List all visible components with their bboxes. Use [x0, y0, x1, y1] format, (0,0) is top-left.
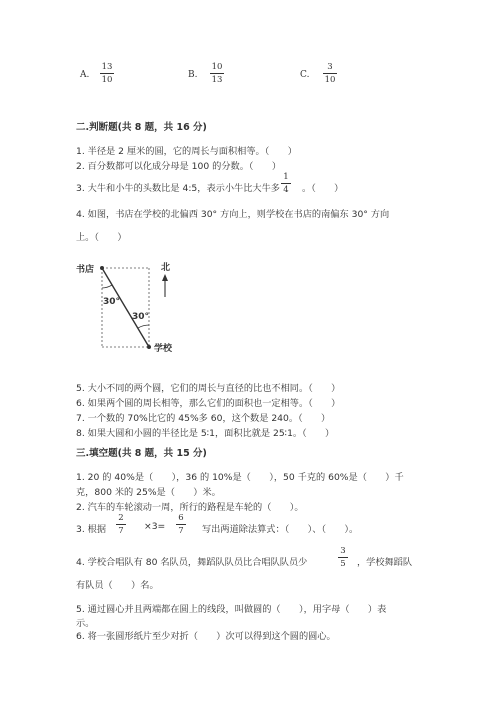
option-b-denominator: 13	[211, 75, 223, 85]
option-b-letter: B.	[188, 70, 198, 80]
angle-label-2: 30°	[132, 312, 150, 322]
s2-question-3-fraction	[281, 172, 291, 195]
s2-question-1: 1. 半径是 2 厘米的圆，它的周长与面积相等。（ ）	[76, 146, 297, 157]
option-b-fraction	[210, 62, 224, 85]
fraction-bar	[281, 183, 291, 184]
s3-q4-fraction	[338, 546, 348, 569]
bookstore-point	[100, 266, 104, 270]
bookstore-label: 书店	[76, 265, 95, 275]
s3-q3-frac2-numerator: 6	[178, 513, 184, 523]
s3-question-1-line1: 1. 20 的 40%是（ ），36 的 10%是（ ），50 千克的 60%是（ ）千	[76, 472, 404, 483]
option-c-fraction	[323, 62, 337, 85]
s2-question-7: 7. 一个数的 70%比它的 45%多 60，这个数是 240。（ ）	[76, 413, 331, 424]
s2-question-8: 8. 如果大圆和小圆的半径比是 5∶1，面积比就是 25∶1。（ ）	[76, 428, 335, 439]
s3-q3-fraction-1	[116, 513, 126, 536]
s2-question-4-line1: 4. 如图，书店在学校的北偏西 30° 方向上，则学校在书店的南偏东 30° 方向	[76, 209, 390, 220]
s3-question-4-line2: 有队员（ ）名。	[76, 580, 159, 591]
fraction-bar	[210, 73, 224, 74]
fraction-bar	[116, 524, 126, 525]
s3-q3-frac1-denominator: 7	[118, 526, 124, 536]
s2-question-6: 6. 如果两个圆的周长相等，那么它们的面积也一定相等。（ ）	[76, 398, 341, 409]
section3-heading: 三.填空题(共 8 题，共 15 分)	[76, 448, 207, 459]
angle-label-1: 30°	[103, 297, 121, 307]
s3-q3-frac2-denominator: 7	[178, 526, 184, 536]
fraction-bar	[323, 73, 337, 74]
option-b-numerator: 10	[211, 62, 223, 72]
north-label: 北	[161, 263, 171, 273]
option-a-denominator: 10	[101, 75, 113, 85]
s3-question-5-line2: 示。	[76, 618, 95, 629]
option-a-numerator: 13	[101, 62, 113, 72]
fraction-bar	[338, 557, 348, 558]
s3-question-2: 2. 汽车的车轮滚动一周，所行的路程是车轮的（ ）。	[76, 502, 304, 513]
s3-question-3-start: 3. 根据	[76, 524, 107, 535]
option-a-letter: A.	[80, 70, 90, 80]
s2-question-5: 5. 大小不同的两个圆，它们的周长与直径的比也不相同。（ ）	[76, 383, 341, 394]
s3-question-3-mid: ×3=	[144, 521, 166, 532]
angle-arc-top	[102, 285, 112, 288]
north-arrowhead	[162, 274, 168, 281]
fraction-bar	[176, 524, 186, 525]
angle-arc-bottom	[138, 325, 149, 328]
s3-question-5-line1: 5. 通过圆心并且两端都在圆上的线段，叫做圆的（ ），用字母（ ）表	[76, 604, 387, 615]
school-point	[147, 345, 151, 349]
school-label: 学校	[154, 344, 173, 354]
option-c-letter: C.	[300, 70, 310, 80]
s2-question-3-text: 3. 大牛和小牛的头数比是 4:5，表示小牛比大牛多	[76, 183, 280, 194]
s3-q4-denominator: 5	[340, 559, 346, 569]
s3-question-6: 6. 将一张圆形纸片至少对折（ ）次可以得到这个圆的圆心。	[76, 631, 336, 642]
s3-q4-numerator: 3	[340, 546, 346, 556]
s3-question-1-line2: 克，800 米的 25%是（ ）米。	[76, 487, 221, 498]
option-c-denominator: 10	[324, 75, 336, 85]
section2-heading: 二.判断题(共 8 题，共 16 分)	[76, 122, 207, 133]
direction-line	[102, 268, 149, 347]
s2-question-3-end: 。（ ）	[302, 183, 344, 194]
s3-question-4-text: 4. 学校合唱队有 80 名队员，舞蹈队队员比合唱队队员少	[76, 557, 308, 568]
s2-question-2: 2. 百分数都可以化成分母是 100 的分数。（ ）	[76, 161, 282, 172]
s3-q3-frac1-numerator: 2	[118, 513, 124, 523]
s2-question-4-line2: 上。（ ）	[76, 232, 127, 243]
s3-q3-fraction-2	[176, 513, 186, 536]
s2-q3-numerator: 1	[283, 172, 289, 182]
s2-q3-denominator: 4	[283, 185, 289, 195]
option-c-numerator: 3	[327, 62, 333, 72]
direction-diagram	[72, 255, 202, 360]
fraction-bar	[100, 73, 114, 74]
option-a-fraction	[100, 62, 114, 85]
s3-question-3-end: 写出两道除法算式：（ ）、（ ）。	[202, 524, 359, 535]
s3-question-4-end: ，学校舞蹈队	[357, 557, 413, 568]
